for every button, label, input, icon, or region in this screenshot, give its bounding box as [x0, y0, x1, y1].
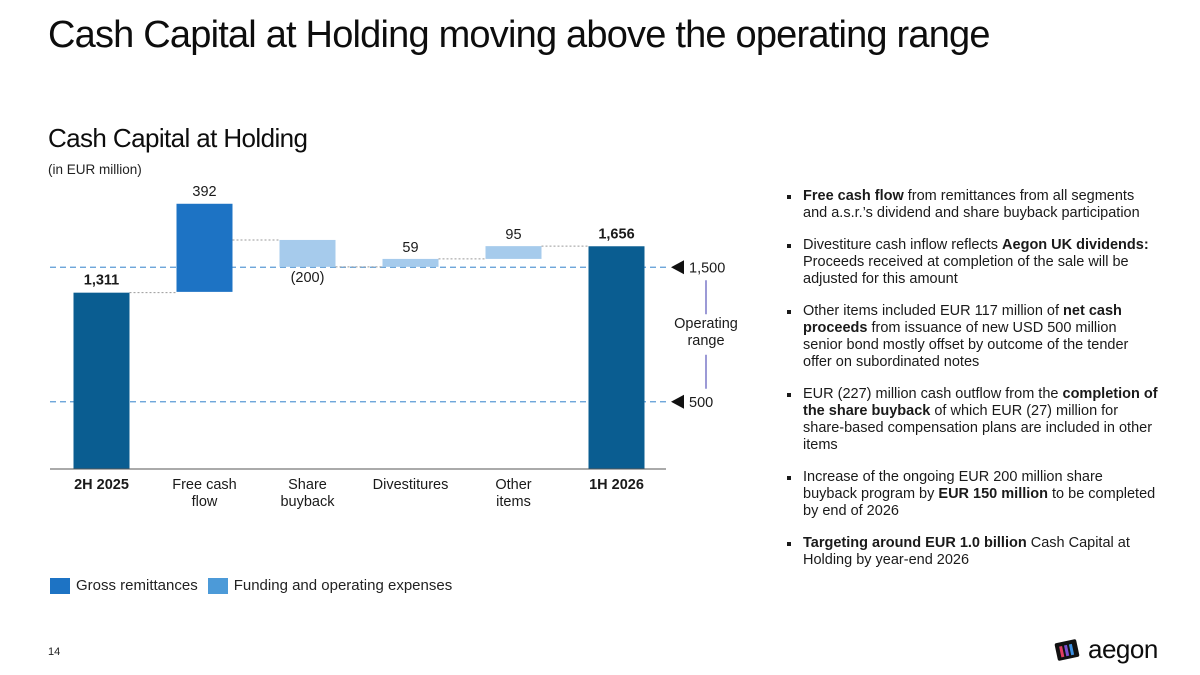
- range-upper-label: 1,500: [689, 260, 726, 277]
- data-label: 1,656: [598, 226, 635, 243]
- range-upper-marker-icon: [671, 260, 684, 274]
- bullet-text: to be completed by end of 2026: [803, 486, 1156, 519]
- legend-item-funding-expenses: [208, 577, 453, 594]
- bullet-emphasis: net cash proceeds: [803, 303, 1122, 336]
- chart-title: Cash Capital at Holding: [48, 123, 308, 153]
- category-label: Free cash flow: [172, 477, 237, 510]
- bar-total: [74, 293, 130, 469]
- data-label: 95: [505, 227, 522, 244]
- page-number: 14: [48, 646, 61, 658]
- bullet-emphasis: completion of the share buyback: [803, 386, 1158, 419]
- bullet-text: EUR (227) million cash outflow from the: [803, 386, 1063, 402]
- bullet-text: Proceeds received at completion of the sale will be adjusted for this amount: [803, 254, 1129, 287]
- bullet-emphasis: Free cash flow: [803, 188, 904, 204]
- bar-delta: [280, 240, 336, 267]
- chart-subtitle: (in EUR million): [48, 162, 142, 177]
- legend-swatch-funding-expenses: [208, 578, 228, 594]
- bar-total: [589, 246, 645, 469]
- legend-label-gross-remittances: Gross remittances: [76, 577, 198, 594]
- category-label: 2H 2025: [74, 477, 129, 493]
- aegon-logo-mark-icon: [1054, 638, 1082, 662]
- bullet-text: Cash Capital at Holding by year-end 2026: [803, 535, 1130, 568]
- bullet-item: [786, 386, 1158, 454]
- range-lower-marker-icon: [671, 395, 684, 409]
- operating-range-label: Operating range: [674, 316, 738, 349]
- data-label: (200): [290, 269, 325, 286]
- bullet-item: [786, 237, 1158, 288]
- legend-label-funding-expenses: Funding and operating expenses: [233, 577, 453, 594]
- bar-gross-remittances: [177, 204, 233, 293]
- bullet-text: from remittances from all segments and a.s.r.’s dividend and share buyback participation: [803, 188, 1140, 221]
- legend-swatch-gross-remittances: [50, 578, 70, 594]
- legend-item-gross-remittances: [50, 577, 198, 594]
- bullet-item: [786, 303, 1158, 371]
- category-label: Divestitures: [372, 477, 449, 493]
- bullet-text: from issuance of new USD 500 million senior bond mostly offset by outcome of the tender offer on subordinated notes: [803, 320, 1129, 370]
- bullet-item: [786, 469, 1158, 520]
- bar-delta: [486, 246, 542, 259]
- category-label: 1H 2026: [589, 477, 644, 493]
- bullet-item: [786, 188, 1158, 222]
- page-title: Cash Capital at Holding moving above the operating range: [48, 14, 990, 56]
- data-label: 59: [402, 239, 419, 256]
- bar-delta: [383, 259, 439, 267]
- bullet-emphasis: EUR 150 million: [938, 486, 1048, 502]
- range-lower-label: 500: [689, 394, 714, 411]
- bullet-item: [786, 535, 1158, 569]
- bullet-text: of which EUR (27) million for share-based compensation plans are included in other items: [803, 403, 1153, 453]
- brand-wordmark: aegon: [1088, 634, 1158, 664]
- chart-legend: [50, 577, 462, 594]
- bullet-emphasis: Aegon UK dividends:: [1002, 237, 1149, 253]
- bullet-text: Divestiture cash inflow reflects: [803, 237, 1003, 253]
- commentary-bullets: [786, 188, 1158, 584]
- category-label: Other items: [495, 477, 532, 510]
- category-label: Share buyback: [280, 477, 335, 510]
- bullet-emphasis: Targeting around EUR 1.0 billion: [803, 535, 1027, 551]
- data-label: 1,311: [83, 272, 120, 289]
- data-label: 392: [192, 183, 217, 200]
- aegon-logo: [1054, 634, 1158, 665]
- bullet-text: Other items included EUR 117 million of: [803, 303, 1064, 319]
- bullet-text: Increase of the ongoing EUR 200 million share buyback program by: [803, 469, 1103, 502]
